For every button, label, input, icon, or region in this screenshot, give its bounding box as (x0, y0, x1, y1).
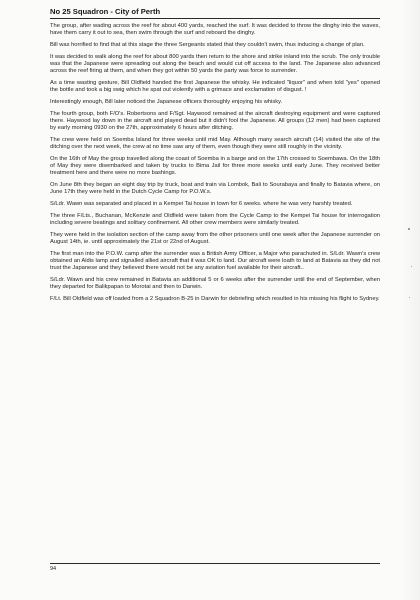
paragraph: On the 16th of May the group travelled along the coast of Soemba in a barge and on the 17th crossed to Soembawa. On the 18th of May they were disembarked and taken by trucks to Bima Jail for three more weeks until early June. They received better treatment here and there were no more bashings. (50, 156, 380, 177)
running-header: No 25 Squadron - City of Perth (50, 8, 380, 19)
body-text (50, 23, 380, 308)
paragraph: On June 8th they began an eight day trip by truck, boat and train via Lombok, Bali to Sourabaya and finally to Batavia where, on June 17th they were held in the Dutch Cycle Camp for P.O.W.s. (50, 182, 380, 196)
paragraph: Interestingly enough, Bill later noticed the Japanese officers thoroughly enjoying his whisky. (50, 99, 283, 105)
footer-rule (50, 563, 380, 564)
paragraph: S/Ldr. Wawn and his crew remained in Batavia an additional 5 or 6 weeks after the surrender until the end of September, when they departed for Balikpapan to Morotai and then to Darwin. (50, 277, 380, 291)
page-number: 94 (50, 566, 57, 572)
paragraph: F/Lt. Bill Oldfield was off loaded from a 2 Squadron B-25 in Darwin for debriefing which resulted in his missing his flight to Sydney. (50, 296, 380, 303)
paragraph: The three F/Lts., Buchanan, McKenzie and Oldfield were taken from the Cycle Camp to the Kempei Tai house for interrogation including severe beatings and solitary confinement. All other crew members were similarly treated. (50, 213, 380, 227)
paragraph: The first man into the P.O.W. camp after the surrender was a British Army Officer, a Major who parachuted in. S/Ldr. Wawn's crew obtained an Aldis lamp and signalled allied aircraft that it was OK to land. Our aircraft were loath to land at Batavia as they did not trust the Japanese and they believed there would not be any aviation fuel available for their aircraft.. (50, 251, 380, 272)
scan-speck (408, 228, 410, 230)
paragraph: The group, after wading across the reef for about 400 yards, reached the surf. It was decided to throw the dinghy into the waves, have them carry it out to sea, then swim through the surf and reboard the dinghy. (50, 23, 380, 37)
paragraph: S/Ldr. Wawn was separated and placed in a Kempei Tai house in town for 6 weeks. where he was very harshly treated. (50, 201, 353, 208)
paragraph: They were held in the isolation section of the camp away from the other prisoners until one week after the Japanese surrender on August 14th, ie. until approximately the 21st or 22nd of August. (50, 232, 380, 246)
paragraph: Bill was horrified to find that at this stage the three Sergeants stated that they couldn't swim, thus inducing a change of plan. (50, 42, 365, 48)
scan-edge-shading (402, 0, 420, 600)
paragraph: It was decided to walk along the reef for about 800 yards then return to the shore and strike inland into the scrub. The only trouble was that the Japanese were spreading out along the beach and would cut off access to the land. The Japanese also advanced across the reef firing at them, and when they got within 50 yards the party was force to surrender. (50, 53, 380, 75)
paragraph: The crew were held on Soemba Island for three weeks until mid May. Although many search aircraft (14) visited the site of the ditching over the next week, the crew at no time saw any of them, even though they were still roughly in the vicinity. (50, 137, 380, 151)
paragraph: The fourth group, both F/O's. Robertsons and F/Sgt. Haywood remained at the aircraft destroying equipment and were captured there. Haywood lay down in the aircraft and played dead but it didn't fool the Japanese. All groups (12 men) had been captured by early morning 0930 on the 27th, approximately 6 hours after ditching. (50, 110, 380, 132)
paragraph: As a time wasting gesture, Bill Oldfield handed the first Japanese the whisky. He indicated "liquor" and when told "yes" opened the bottle and took a big swig which he spat out violently with a grimace and exclamation of disgust. ! (50, 80, 380, 94)
